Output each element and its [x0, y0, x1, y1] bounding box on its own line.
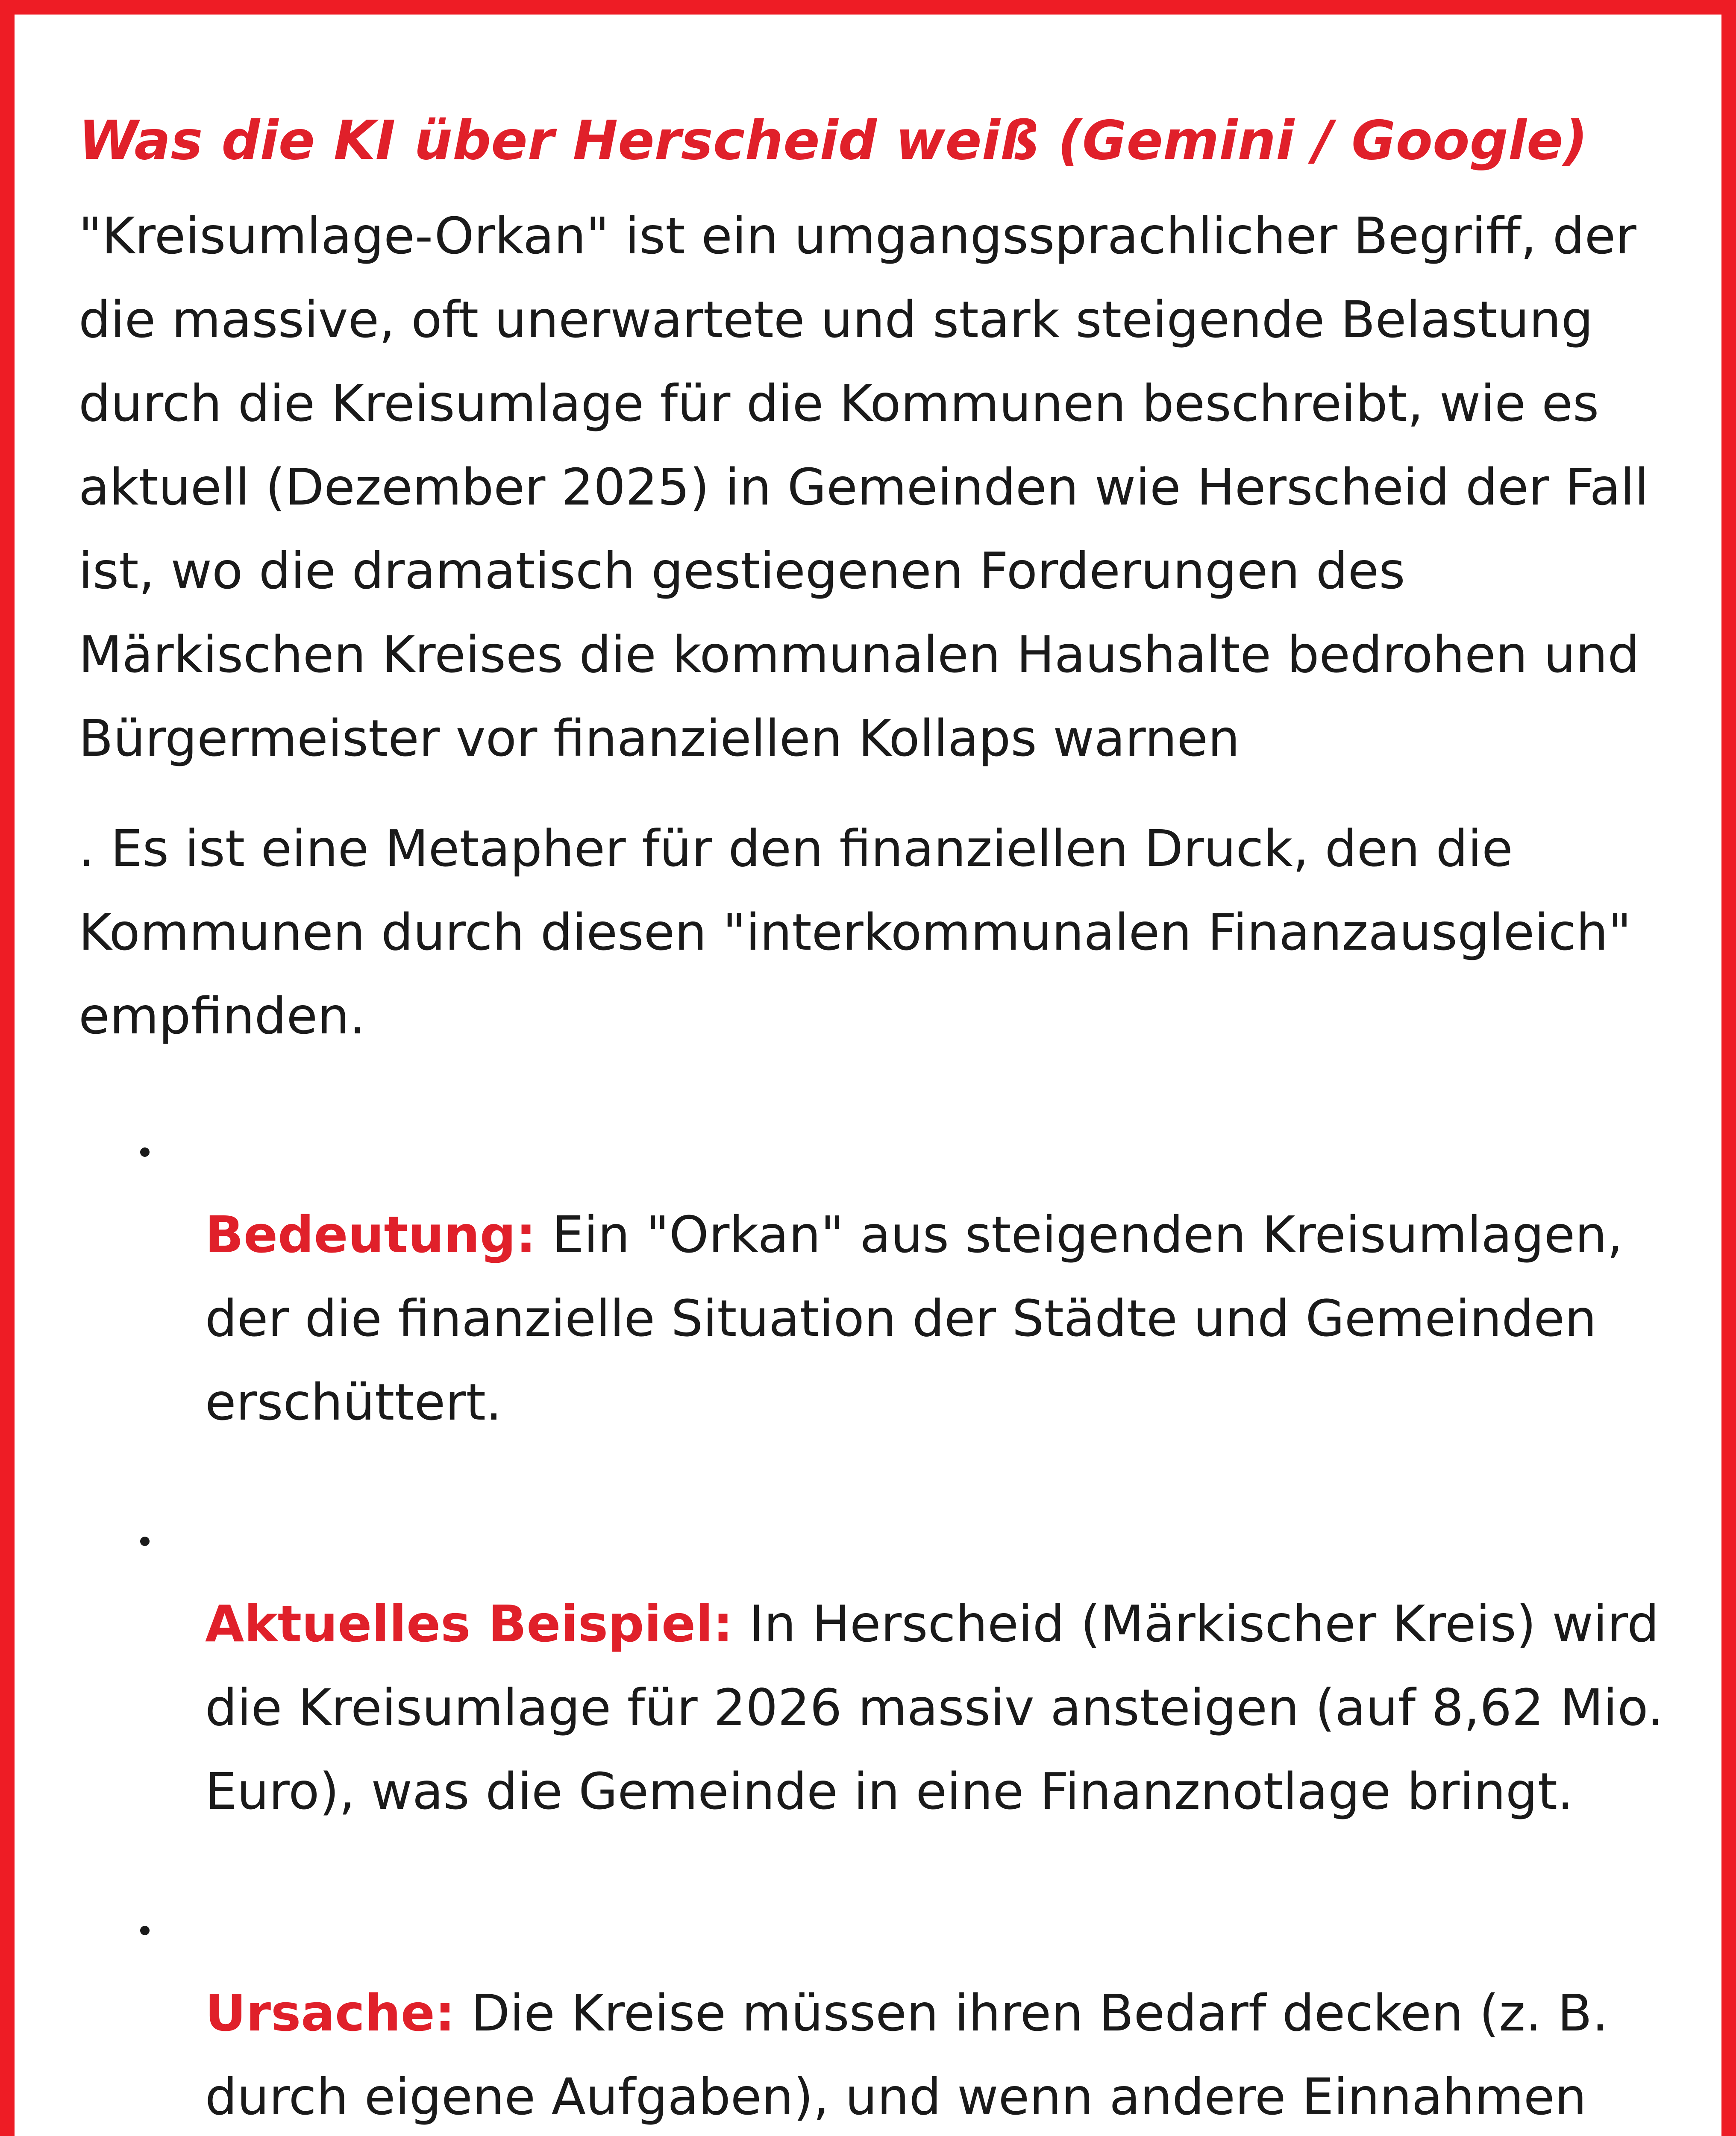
bullet-dot-icon	[140, 1537, 150, 1546]
metaphor-paragraph: . Es ist eine Metapher für den finanziellen Druck, den die Kommunen durch diesen "interkommunalen Finanzausgleich" empfinden.	[79, 819, 1631, 1045]
bullet-item-bedeutung	[79, 1109, 1702, 1444]
bullet-list	[79, 1109, 1702, 2136]
bullet-dot-icon	[140, 1926, 150, 1935]
bullet-label: Ursache:	[205, 1983, 455, 2042]
bullet-label: Bedeutung:	[205, 1205, 536, 1264]
intro-paragraph: "Kreisumlage-Orkan" ist ein umgangssprachlicher Begriff, der die massive, oft unerwartete und stark steigende Belastung durch die Kreisumlage für die Kommunen beschreibt, wie es aktuell (Dezember 2025) in Gemeinden wie Herscheid der Fall ist, wo die dramatisch gestiegenen Forderungen des Märkischen Kreises die kommunalen Haushalte bedrohen und Bürgermeister vor finanziellen Kollaps warnen	[79, 206, 1649, 768]
page-title: Was die KI über Herscheid weiß (Gemini / Google)	[79, 109, 1588, 172]
bullet-text: Die Kreise müssen ihren Bedarf decken (z. B. durch eigene Aufgaben), und wenn andere Einnahmen	[205, 1983, 1608, 2126]
article-content	[79, 104, 1702, 2136]
bullet-item-aktuelles-beispiel	[79, 1498, 1702, 1833]
bullet-text: In Herscheid (Märkischer Kreis) wird die Kreisumlage für 2026 massiv ansteigen (auf 8,62 Mio. Euro), was die Gemeinde in eine Finanznotlage bringt.	[205, 1594, 1663, 1821]
bullet-text: Ein "Orkan" aus steigenden Kreisumlagen, der die finanzielle Situation der Städte und Gemeinden erschüttert.	[205, 1205, 1623, 1432]
bullet-label: Aktuelles Beispiel:	[205, 1594, 733, 1653]
bullet-item-ursache	[79, 1887, 1702, 2136]
bullet-dot-icon	[140, 1147, 150, 1157]
